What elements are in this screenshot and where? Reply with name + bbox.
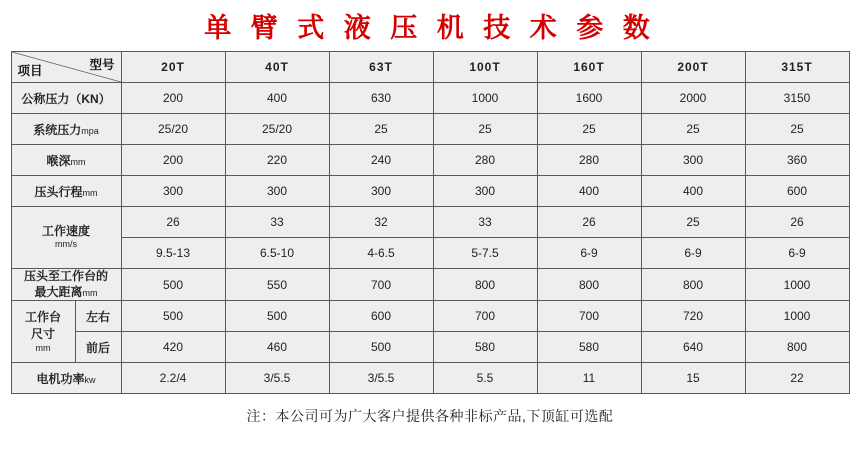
cell-nominal-pressure-20t: 200 <box>121 83 225 114</box>
table-row-working-speed-fast <box>11 207 849 238</box>
cell-throat-depth-20t: 200 <box>121 145 225 176</box>
cell-max-distance-315t: 1000 <box>745 269 849 301</box>
row-label-max-distance-line2-main: 最大距离 <box>34 284 83 299</box>
cell-motor-power-200t: 15 <box>641 363 745 394</box>
cell-nominal-pressure-200t: 2000 <box>641 83 745 114</box>
cell-worktable-fb-160t: 580 <box>537 332 641 363</box>
table-row-ram-stroke <box>11 176 849 207</box>
cell-motor-power-160t: 11 <box>537 363 641 394</box>
cell-nominal-pressure-63t: 630 <box>329 83 433 114</box>
cell-working-speed-slow-20t: 9.5-13 <box>121 238 225 269</box>
row-label-throat-depth <box>11 145 121 176</box>
specification-table <box>11 51 850 394</box>
cell-worktable-lr-63t: 600 <box>329 301 433 332</box>
cell-nominal-pressure-315t: 3150 <box>745 83 849 114</box>
row-label-ram-stroke <box>11 176 121 207</box>
cell-working-speed-slow-63t: 4-6.5 <box>329 238 433 269</box>
cell-worktable-lr-200t: 720 <box>641 301 745 332</box>
model-header-63t: 63T <box>329 52 433 83</box>
cell-system-pressure-160t: 25 <box>537 114 641 145</box>
cell-working-speed-fast-100t: 33 <box>433 207 537 238</box>
cell-motor-power-63t: 3/5.5 <box>329 363 433 394</box>
row-sublabel-worktable-fb: 前后 <box>75 332 121 363</box>
row-label-motor-power-unit: kw <box>84 374 96 385</box>
model-header-100t: 100T <box>433 52 537 83</box>
cell-max-distance-40t: 550 <box>225 269 329 301</box>
corner-cell <box>11 52 121 83</box>
cell-throat-depth-40t: 220 <box>225 145 329 176</box>
cell-throat-depth-200t: 300 <box>641 145 745 176</box>
cell-ram-stroke-315t: 600 <box>745 176 849 207</box>
corner-col-label: 型号 <box>89 58 115 72</box>
row-label-ram-stroke-unit: mm <box>82 187 98 198</box>
table-row-motor-power <box>11 363 849 394</box>
model-header-315t: 315T <box>745 52 849 83</box>
cell-working-speed-slow-315t: 6-9 <box>745 238 849 269</box>
footer-note: 注：本公司可为广大客户提供各种非标产品,下顶缸可选配 <box>246 408 614 425</box>
row-label-system-pressure <box>11 114 121 145</box>
row-label-worktable-line1: 工作台 <box>24 310 61 325</box>
cell-ram-stroke-20t: 300 <box>121 176 225 207</box>
cell-worktable-fb-40t: 460 <box>225 332 329 363</box>
cell-working-speed-fast-40t: 33 <box>225 207 329 238</box>
cell-max-distance-160t: 800 <box>537 269 641 301</box>
table-row-system-pressure <box>11 114 849 145</box>
row-label-working-speed-unit: mm/s <box>55 239 77 250</box>
cell-working-speed-slow-40t: 6.5-10 <box>225 238 329 269</box>
cell-working-speed-fast-160t: 26 <box>537 207 641 238</box>
row-label-max-distance-line2 <box>12 285 121 301</box>
table-row-worktable-fb <box>11 332 849 363</box>
row-label-worktable-line2: 尺寸 <box>30 326 55 341</box>
row-label-motor-power <box>11 363 121 394</box>
row-label-nominal-pressure: 公称压力（KN） <box>11 83 121 114</box>
cell-throat-depth-100t: 280 <box>433 145 537 176</box>
cell-nominal-pressure-100t: 1000 <box>433 83 537 114</box>
cell-throat-depth-160t: 280 <box>537 145 641 176</box>
cell-max-distance-20t: 500 <box>121 269 225 301</box>
cell-worktable-lr-100t: 700 <box>433 301 537 332</box>
row-label-working-speed-main: 工作速度 <box>41 223 90 238</box>
cell-worktable-lr-20t: 500 <box>121 301 225 332</box>
model-header-200t: 200T <box>641 52 745 83</box>
cell-system-pressure-315t: 25 <box>745 114 849 145</box>
row-label-throat-depth-unit: mm <box>70 156 86 167</box>
model-header-20t: 20T <box>121 52 225 83</box>
model-header-40t: 40T <box>225 52 329 83</box>
row-label-max-distance <box>11 269 121 301</box>
cell-worktable-fb-200t: 640 <box>641 332 745 363</box>
cell-system-pressure-100t: 25 <box>433 114 537 145</box>
row-label-worktable-unit: mm <box>35 342 51 353</box>
cell-worktable-fb-315t: 800 <box>745 332 849 363</box>
row-label-system-pressure-unit: mpa <box>81 125 99 136</box>
cell-throat-depth-63t: 240 <box>329 145 433 176</box>
cell-working-speed-slow-160t: 6-9 <box>537 238 641 269</box>
cell-motor-power-20t: 2.2/4 <box>121 363 225 394</box>
row-label-worktable-size <box>11 301 75 363</box>
cell-worktable-fb-20t: 420 <box>121 332 225 363</box>
row-label-max-distance-unit: mm <box>82 287 98 298</box>
cell-system-pressure-40t: 25/20 <box>225 114 329 145</box>
cell-max-distance-63t: 700 <box>329 269 433 301</box>
table-row-worktable-lr <box>11 301 849 332</box>
row-label-ram-stroke-main: 压头行程 <box>34 184 83 199</box>
cell-working-speed-fast-315t: 26 <box>745 207 849 238</box>
cell-working-speed-fast-200t: 25 <box>641 207 745 238</box>
cell-working-speed-fast-20t: 26 <box>121 207 225 238</box>
table-row-working-speed-slow <box>11 238 849 269</box>
cell-system-pressure-63t: 25 <box>329 114 433 145</box>
cell-working-speed-slow-200t: 6-9 <box>641 238 745 269</box>
cell-worktable-lr-40t: 500 <box>225 301 329 332</box>
cell-ram-stroke-40t: 300 <box>225 176 329 207</box>
cell-working-speed-slow-100t: 5-7.5 <box>433 238 537 269</box>
cell-motor-power-315t: 22 <box>745 363 849 394</box>
cell-max-distance-100t: 800 <box>433 269 537 301</box>
cell-ram-stroke-63t: 300 <box>329 176 433 207</box>
table-row-nominal-pressure <box>11 83 849 114</box>
row-label-motor-power-main: 电机功率 <box>36 371 85 386</box>
row-label-working-speed <box>11 207 121 269</box>
row-label-system-pressure-main: 系统压力 <box>33 122 82 137</box>
cell-nominal-pressure-40t: 400 <box>225 83 329 114</box>
cell-max-distance-200t: 800 <box>641 269 745 301</box>
table-row-max-distance <box>11 269 849 301</box>
cell-nominal-pressure-160t: 1600 <box>537 83 641 114</box>
page-title: 单 臂 式 液 压 机 技 术 参 数 <box>204 13 656 43</box>
table-row-throat-depth <box>11 145 849 176</box>
cell-worktable-lr-315t: 1000 <box>745 301 849 332</box>
cell-working-speed-fast-63t: 32 <box>329 207 433 238</box>
cell-throat-depth-315t: 360 <box>745 145 849 176</box>
corner-row-label: 项目 <box>17 64 43 78</box>
cell-worktable-fb-63t: 500 <box>329 332 433 363</box>
cell-motor-power-100t: 5.5 <box>433 363 537 394</box>
row-sublabel-worktable-lr: 左右 <box>75 301 121 332</box>
cell-worktable-fb-100t: 580 <box>433 332 537 363</box>
table-header-row <box>11 52 849 83</box>
model-header-160t: 160T <box>537 52 641 83</box>
cell-system-pressure-20t: 25/20 <box>121 114 225 145</box>
row-label-throat-depth-main: 喉深 <box>46 153 71 168</box>
cell-motor-power-40t: 3/5.5 <box>225 363 329 394</box>
cell-ram-stroke-100t: 300 <box>433 176 537 207</box>
cell-ram-stroke-160t: 400 <box>537 176 641 207</box>
cell-worktable-lr-160t: 700 <box>537 301 641 332</box>
cell-ram-stroke-200t: 400 <box>641 176 745 207</box>
row-label-max-distance-line1: 压头至工作台的 <box>23 269 108 283</box>
cell-system-pressure-200t: 25 <box>641 114 745 145</box>
